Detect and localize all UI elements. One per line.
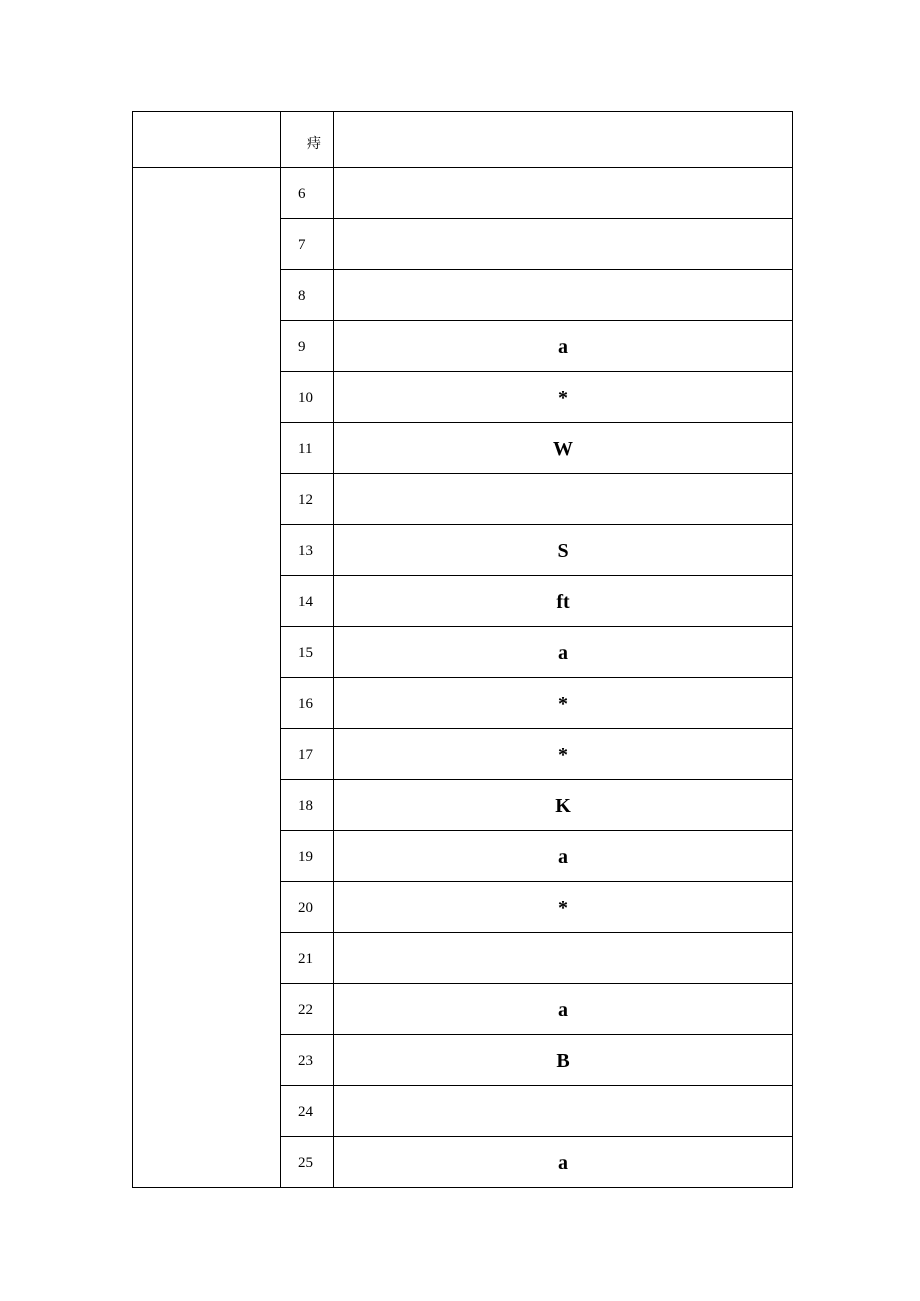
row-value: *: [334, 372, 793, 423]
document-table: [132, 111, 793, 1188]
row-value: W: [334, 423, 793, 474]
header-cell-seq: [281, 112, 334, 168]
row-number: 7: [281, 219, 334, 270]
row-value: a: [334, 1137, 793, 1188]
row-number: 13: [281, 525, 334, 576]
row-value: [334, 168, 793, 219]
table-row: [133, 168, 793, 219]
row-value: [334, 474, 793, 525]
row-number: 20: [281, 882, 334, 933]
row-value: [334, 933, 793, 984]
header-cell-content: [334, 112, 793, 168]
row-value: a: [334, 627, 793, 678]
row-value: *: [334, 882, 793, 933]
row-number: 23: [281, 1035, 334, 1086]
row-number: 25: [281, 1137, 334, 1188]
row-value: a: [334, 321, 793, 372]
row-number: 18: [281, 780, 334, 831]
row-value: B: [334, 1035, 793, 1086]
row-value: [334, 270, 793, 321]
row-value: a: [334, 984, 793, 1035]
row-value: [334, 1086, 793, 1137]
row-number: 16: [281, 678, 334, 729]
row-number: 22: [281, 984, 334, 1035]
row-value: *: [334, 729, 793, 780]
row-number: 17: [281, 729, 334, 780]
row-value: K: [334, 780, 793, 831]
table-header-row: [133, 112, 793, 168]
row-number: 24: [281, 1086, 334, 1137]
row-value: [334, 219, 793, 270]
row-number: 6: [281, 168, 334, 219]
row-number: 14: [281, 576, 334, 627]
row-value: a: [334, 831, 793, 882]
header-cell-category: [133, 112, 281, 168]
row-number: 8: [281, 270, 334, 321]
row-number: 21: [281, 933, 334, 984]
row-number: 19: [281, 831, 334, 882]
row-number: 10: [281, 372, 334, 423]
header-seq-label: 痔: [307, 135, 321, 152]
row-number: 12: [281, 474, 334, 525]
row-number: 11: [281, 423, 334, 474]
row-value: S: [334, 525, 793, 576]
row-value: ft: [334, 576, 793, 627]
row-number: 15: [281, 627, 334, 678]
merged-category-cell: [133, 168, 281, 1188]
row-number: 9: [281, 321, 334, 372]
row-value: *: [334, 678, 793, 729]
